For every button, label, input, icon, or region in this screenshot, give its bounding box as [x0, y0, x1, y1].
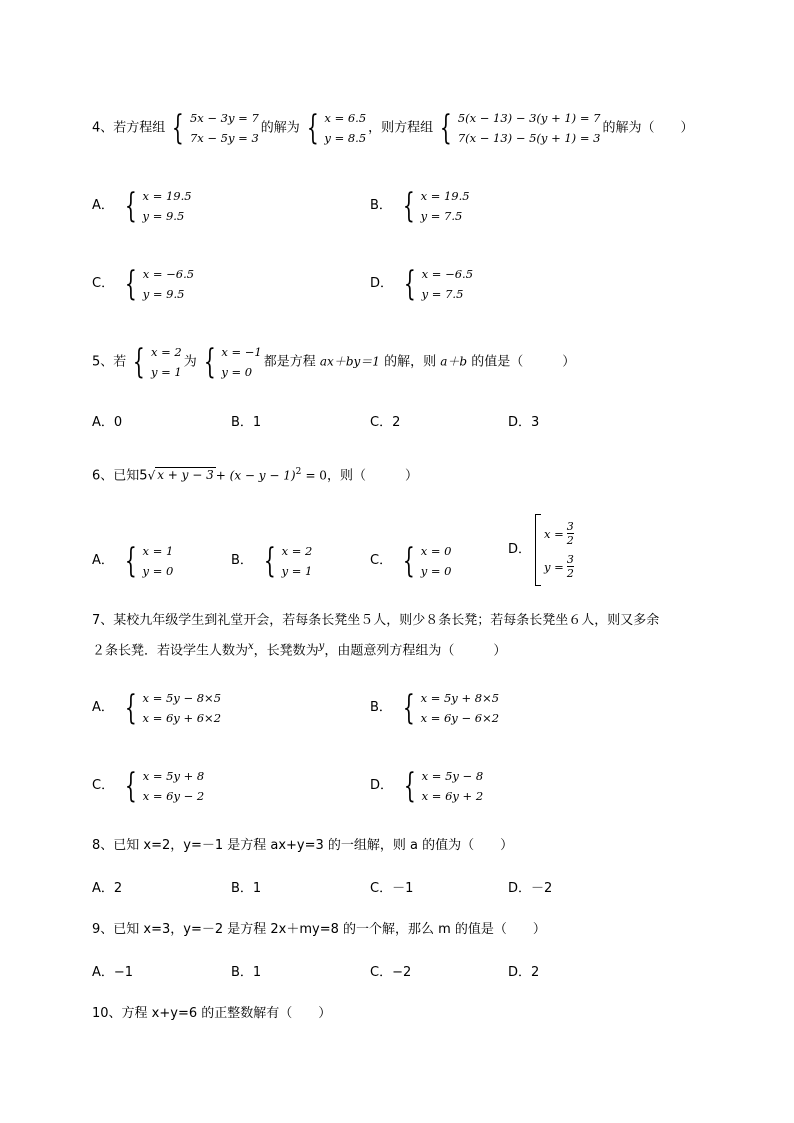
q4-system-c: { 5(x − 13) − 3(y + 1) = 7 7(x − 13) − 5(y + 1) = 3	[440, 108, 601, 148]
q5-option-c[interactable]: C．2	[370, 415, 401, 430]
question-4	[92, 108, 693, 148]
q4-option-d[interactable]: D． { x = −6.5 y = 7.5	[370, 264, 474, 304]
q4-text-4: 的解为（ ）	[602, 120, 694, 136]
q8-option-c[interactable]: C．－1	[370, 881, 414, 896]
question-7-line-2: ２条长凳．若设学生人数为$^x$，长凳数为$^y$，由题意列方程组为（ ）	[92, 641, 507, 659]
q8-option-b[interactable]: B．1	[231, 881, 262, 896]
q9-option-a[interactable]: A．−1	[92, 965, 134, 980]
question-10: 10、方程 x+y=6 的正整数解有（ ）	[92, 1006, 332, 1021]
q4-number: 4、	[92, 120, 114, 136]
q5-expression: a＋b	[440, 354, 468, 369]
q6-sqrt: √ x + y − 3	[147, 468, 214, 483]
q5-system-a: { x = 2 y = 1	[133, 342, 182, 382]
q5-option-d[interactable]: D．3	[508, 415, 540, 430]
q5-option-b[interactable]: B．1	[231, 415, 262, 430]
question-6: 6、已知5√ $x + y - 3 + (x - y - 1)^2 = 0$，则（ ）	[92, 467, 418, 484]
q9-option-d[interactable]: D．2	[508, 965, 540, 980]
q6-option-d[interactable]: D． x = $\frac{3}{2}$ y = $\frac{3}{2}$	[508, 514, 574, 586]
q6-option-b[interactable]: B． { x = 2 y = 1	[231, 541, 313, 581]
q4-option-b[interactable]: B． { x = 19.5 y = 7.5	[370, 186, 470, 226]
question-9: 9、已知 x=3，y=－2 是方程 2x＋my=8 的一个解，那么 m 的值是（ ）	[92, 922, 546, 937]
q7-option-a[interactable]: A． { x = 5y − 8×5 x = 6y + 6×2	[92, 688, 222, 728]
q4-text-1: 若方程组	[113, 120, 166, 136]
q7-option-b[interactable]: B． { x = 5y + 8×5 x = 6y − 6×2	[370, 688, 500, 728]
q4-option-c[interactable]: C． { x = −6.5 y = 9.5	[92, 264, 195, 304]
question-7-line-1: 7、某校九年级学生到礼堂开会，若每条长凳坐５人，则少８条长凳；若每条长凳坐６人，则又多余	[92, 613, 660, 628]
q5-system-b: { x = −1 y = 0	[203, 342, 262, 382]
question-5: 5、若 { x = 2 y = 1 为 { x = −1 y = 0 都是方程 ax＋by＝1 的解，则 a＋b 的值是（ ）	[92, 342, 576, 382]
q9-option-b[interactable]: B．1	[231, 965, 262, 980]
q8-option-a[interactable]: A．2	[92, 881, 123, 896]
q8-option-d[interactable]: D．－2	[508, 881, 553, 896]
q4-option-a[interactable]: A． { x = 19.5 y = 9.5	[92, 186, 192, 226]
q6-option-a[interactable]: A． { x = 1 y = 0	[92, 541, 174, 581]
q4-text-3: ，则方程组	[368, 120, 434, 136]
q7-option-c[interactable]: C． { x = 5y + 8 x = 6y − 2	[92, 766, 205, 806]
q6-option-c[interactable]: C． { x = 0 y = 0	[370, 541, 452, 581]
q4-system-a: { 5x − 3y = 7 7x − 5y = 3	[172, 108, 259, 148]
q4-system-b: { x = 6.5 y = 8.5	[306, 108, 367, 148]
q4-text-2: 的解为	[260, 120, 300, 136]
q5-option-a[interactable]: A．0	[92, 415, 123, 430]
q5-equation: ax＋by＝1	[319, 354, 380, 369]
q7-option-d[interactable]: D． { x = 5y − 8 x = 6y + 2	[370, 766, 484, 806]
question-8: 8、已知 x=2，y=－1 是方程 ax+y=3 的一组解，则 a 的值为（ ）	[92, 838, 514, 853]
q9-option-c[interactable]: C．−2	[370, 965, 412, 980]
q6-d-brace	[535, 514, 541, 586]
